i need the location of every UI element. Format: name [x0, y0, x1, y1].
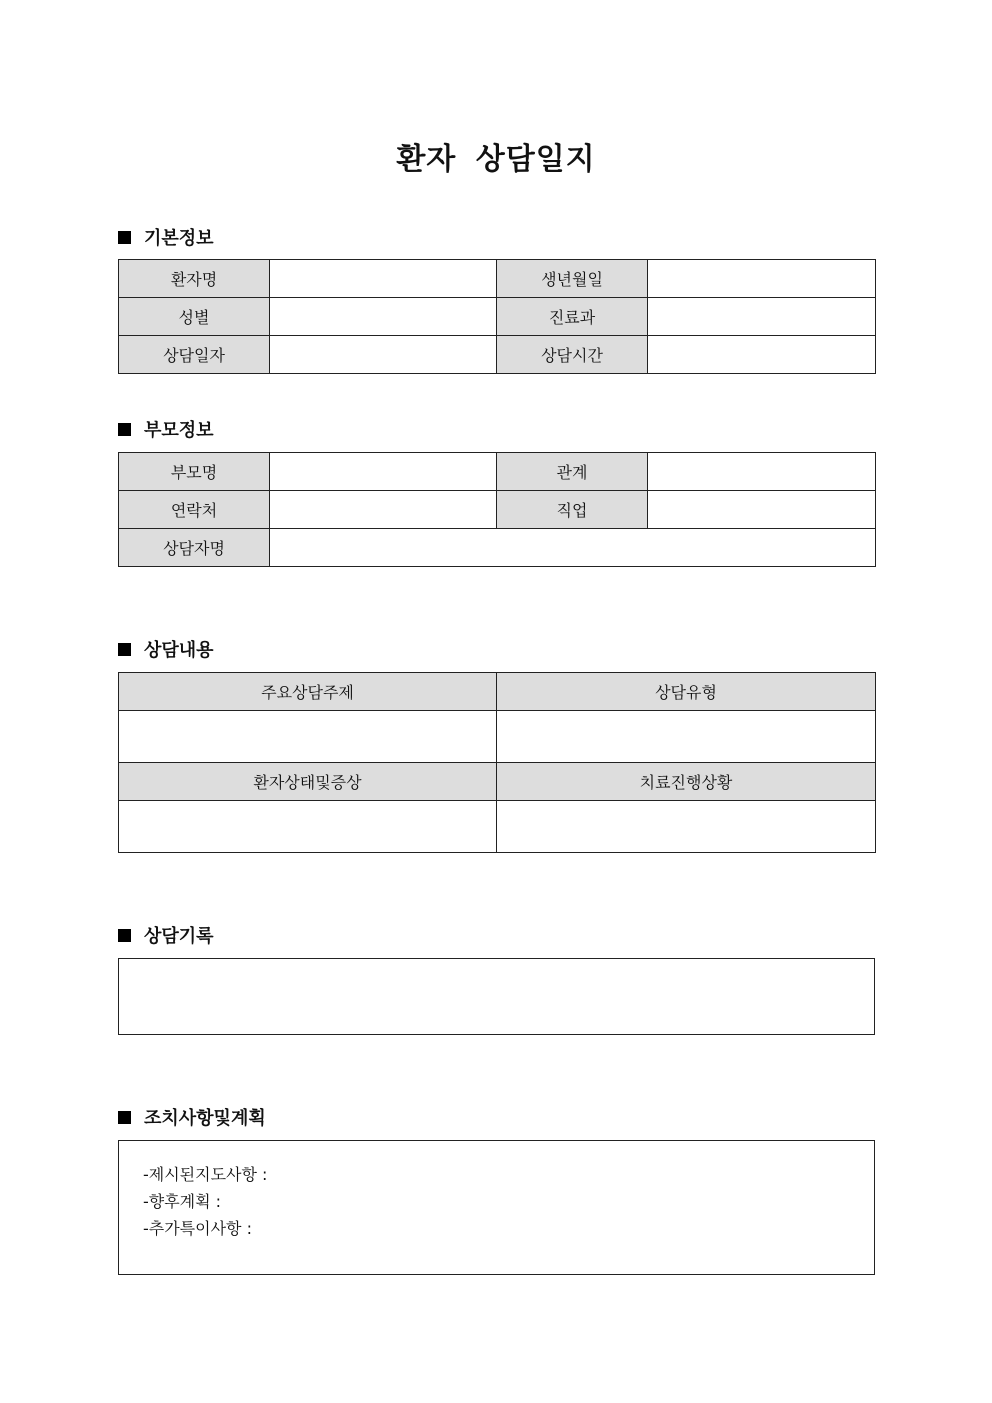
- section-heading-parent: [118, 416, 214, 442]
- birthdate-label: 생년월일: [497, 260, 648, 298]
- table-row: [119, 491, 876, 529]
- parent-info-table: [118, 452, 876, 567]
- consult-type-label: 상담유형: [497, 673, 876, 711]
- consult-time-label: 상담시간: [497, 336, 648, 374]
- square-bullet-icon: [118, 231, 131, 244]
- patient-status-field[interactable]: [119, 801, 497, 853]
- relation-label: 관계: [497, 453, 648, 491]
- table-row: [119, 260, 876, 298]
- section-heading-parent-label: 부모정보: [144, 420, 214, 441]
- section-heading-basic: [118, 224, 214, 250]
- basic-info-table: [118, 259, 876, 374]
- table-row: [119, 336, 876, 374]
- main-topic-label: 주요상담주제: [119, 673, 497, 711]
- section-heading-content-label: 상담내용: [144, 640, 214, 661]
- section-heading-record: [118, 922, 214, 948]
- job-label: 직업: [497, 491, 648, 529]
- action-plan-lines: [119, 1141, 874, 1242]
- section-heading-basic-label: 기본정보: [144, 228, 214, 249]
- patient-status-label: 환자상태및증상: [119, 763, 497, 801]
- section-heading-record-label: 상담기록: [144, 926, 214, 947]
- square-bullet-icon: [118, 423, 131, 436]
- main-topic-field[interactable]: [119, 711, 497, 763]
- treatment-progress-field[interactable]: [497, 801, 876, 853]
- square-bullet-icon: [118, 929, 131, 942]
- square-bullet-icon: [118, 1111, 131, 1124]
- section-heading-plan: [118, 1104, 266, 1130]
- gender-label: 성별: [119, 298, 270, 336]
- table-row: [119, 529, 876, 567]
- counselor-name-label: 상담자명: [119, 529, 270, 567]
- plan-line-future: -향후계획 :: [143, 1192, 222, 1211]
- section-heading-plan-label: 조치사항및계획: [144, 1108, 266, 1129]
- contact-field[interactable]: [270, 491, 497, 529]
- counselor-name-field[interactable]: [270, 529, 876, 567]
- table-row: [119, 298, 876, 336]
- patient-name-field[interactable]: [270, 260, 497, 298]
- consult-date-label: 상담일자: [119, 336, 270, 374]
- department-label: 진료과: [497, 298, 648, 336]
- table-row: [119, 711, 876, 763]
- job-field[interactable]: [648, 491, 876, 529]
- action-plan-field[interactable]: [118, 1140, 875, 1275]
- consult-type-field[interactable]: [497, 711, 876, 763]
- table-row: [119, 453, 876, 491]
- consult-date-field[interactable]: [270, 336, 497, 374]
- square-bullet-icon: [118, 643, 131, 656]
- table-row: [119, 801, 876, 853]
- consult-time-field[interactable]: [648, 336, 876, 374]
- patient-name-label: 환자명: [119, 260, 270, 298]
- gender-field[interactable]: [270, 298, 497, 336]
- consult-content-table: [118, 672, 876, 853]
- treatment-progress-label: 치료진행상황: [497, 763, 876, 801]
- parent-name-label: 부모명: [119, 453, 270, 491]
- table-row: [119, 673, 876, 711]
- section-heading-content: [118, 636, 214, 662]
- page-title: 환자 상담일지: [396, 142, 596, 177]
- parent-name-field[interactable]: [270, 453, 497, 491]
- birthdate-field[interactable]: [648, 260, 876, 298]
- plan-line-guidance: -제시된지도사항 :: [143, 1165, 268, 1184]
- relation-field[interactable]: [648, 453, 876, 491]
- consult-record-field[interactable]: [118, 958, 875, 1035]
- table-row: [119, 763, 876, 801]
- contact-label: 연락처: [119, 491, 270, 529]
- department-field[interactable]: [648, 298, 876, 336]
- plan-line-notes: -추가특이사항 :: [143, 1219, 252, 1238]
